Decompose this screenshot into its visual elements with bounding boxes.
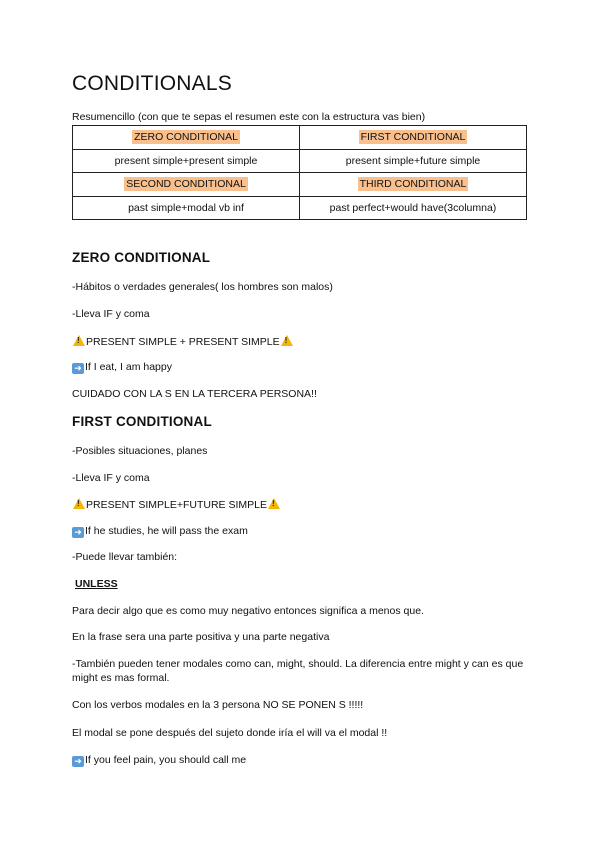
table-row	[73, 126, 527, 150]
unless-p2: En la frase sera una parte positiva y una parte negativa	[72, 631, 330, 643]
table-row	[73, 149, 527, 173]
table-cell: present simple+future simple	[300, 149, 527, 173]
page-title: CONDITIONALS	[72, 72, 232, 95]
warning-icon	[73, 498, 85, 509]
table-cell	[73, 173, 300, 197]
zero-conditional-header: ZERO CONDITIONAL	[134, 131, 238, 144]
right-arrow-icon: ➜	[72, 527, 84, 538]
unless-example	[72, 754, 246, 767]
first-conditional-heading: FIRST CONDITIONAL	[72, 414, 212, 429]
table-cell: past perfect+would have(3columna)	[300, 196, 527, 220]
third-conditional-header: THIRD CONDITIONAL	[359, 178, 467, 191]
zero-line-if: -Lleva IF y coma	[72, 308, 150, 320]
zero-line-habits: -Hábitos o verdades generales( los hombres son malos)	[72, 281, 333, 293]
unless-example-text: If you feel pain, you should call me	[85, 754, 247, 766]
zero-conditional-heading: ZERO CONDITIONAL	[72, 250, 211, 265]
zero-example-text: If I eat, I am happy	[85, 361, 172, 373]
table-row	[73, 196, 527, 220]
table-cell	[300, 126, 527, 150]
second-conditional-header: SECOND CONDITIONAL	[126, 178, 246, 191]
zero-warning: CUIDADO CON LA S EN LA TERCERA PERSONA!!	[72, 388, 317, 400]
first-formula	[72, 498, 281, 511]
zero-formula-text: PRESENT SIMPLE + PRESENT SIMPLE	[86, 336, 280, 348]
unless-heading: UNLESS	[75, 578, 118, 590]
subtitle: Resumencillo (con que te sepas el resumen este con la estructura vas bien)	[72, 111, 426, 123]
warning-icon	[281, 335, 293, 346]
unless-p1: Para decir algo que es como muy negativo entonces significa a menos que.	[72, 605, 424, 617]
first-example-text: If he studies, he will pass the exam	[85, 525, 248, 537]
table-cell: past simple+modal vb inf	[73, 196, 300, 220]
summary-table	[72, 125, 527, 220]
right-arrow-icon: ➜	[72, 756, 84, 767]
right-arrow-icon: ➜	[72, 363, 84, 374]
first-example	[72, 525, 248, 538]
first-line-also: -Puede llevar también:	[72, 551, 178, 563]
table-cell: present simple+present simple	[73, 149, 300, 173]
unless-p5: El modal se pone después del sujeto donde iría el will va el modal !!	[72, 727, 388, 739]
first-formula-text: PRESENT SIMPLE+FUTURE SIMPLE	[86, 499, 267, 511]
zero-example	[72, 361, 172, 374]
unless-p4: Con los verbos modales en la 3 persona NO SE PONEN S !!!!!	[72, 699, 364, 711]
table-row	[73, 173, 527, 197]
first-line-if: -Lleva IF y coma	[72, 472, 150, 484]
table-cell	[300, 173, 527, 197]
first-line-situations: -Posibles situaciones, planes	[72, 445, 208, 457]
zero-formula	[72, 335, 294, 348]
table-cell	[73, 126, 300, 150]
warning-icon	[73, 335, 85, 346]
first-conditional-header: FIRST CONDITIONAL	[360, 131, 466, 144]
unless-p3: -También pueden tener modales como can, might, should. La diferencia entre might y can es que might es mas formal.	[72, 658, 524, 684]
warning-icon	[268, 498, 280, 509]
